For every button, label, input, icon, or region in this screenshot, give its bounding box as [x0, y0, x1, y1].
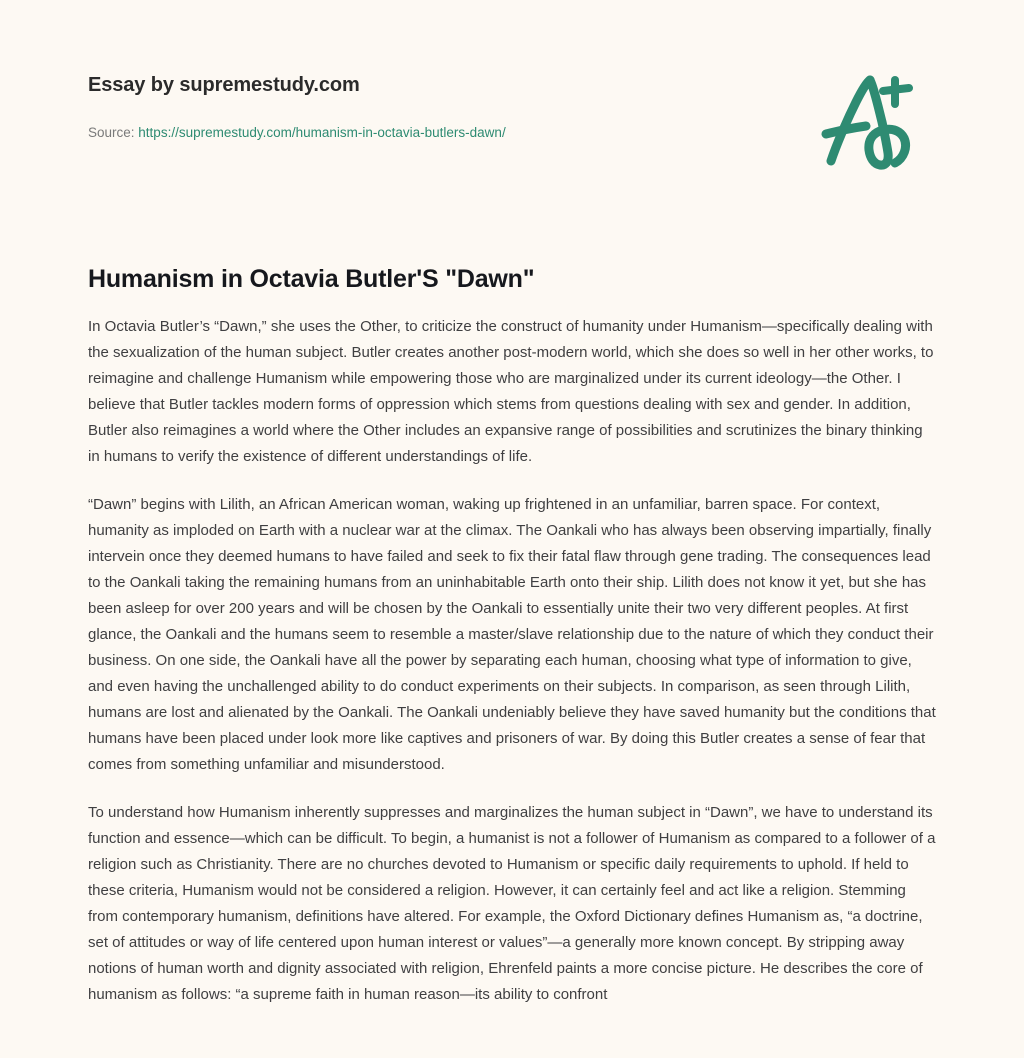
article-paragraph: To understand how Humanism inherently suppresses and marginalizes the human subject in “Dawn”, we have to understand its function and essence—which can be difficult. To begin, a humanist is not a follower of Humanism as compared to a follower of a religion such as Christianity. There are no churches devoted to Humanism or specific daily requirements to uphold. If held to these criteria, Humanism would not be considered a religion. However, it can certainly feel and act like a religion. Stemming from contemporary humanism, definitions have altered. For example, the Oxford Dictionary defines Humanism as, “a doctrine, set of attitudes or way of life centered upon human interest or values”—a generally more known concept. By stripping away notions of human worth and dignity associated with religion, Ehrenfeld paints a more concise picture. He describes the core of humanism as follows: “a supreme faith in human reason—its ability to confront — [88, 804, 936, 1003]
article-paragraph: In Octavia Butler’s “Dawn,” she uses the Other, to criticize the construct of humanity under Humanism—specifically dealing with the sexualization of the human subject. Butler creates another post-modern world, which she does so well in her other works, to reimagine and challenge Humanism while empowering those who are marginalized under its current ideology—the Other. I believe that Butler tackles modern forms of oppression which stems from questions dealing with sex and gender. In addition, Butler also reimagines a world where the Other includes an expansive range of possibilities and scrutinizes the binary thinking in humans to verify the existence of different understandings of life. — [88, 318, 934, 465]
source-label: Source: — [88, 125, 135, 140]
a-plus-logo-icon — [812, 64, 924, 172]
page-header — [0, 0, 1024, 200]
page-title: Humanism in Octavia Butler'S "Dawn" — [88, 264, 535, 293]
source-url-link[interactable]: https://supremestudy.com/humanism-in-octavia-butlers-dawn/ — [138, 125, 506, 140]
source-line — [88, 124, 506, 142]
byline: Essay by supremestudy.com — [88, 74, 360, 96]
article-body — [88, 314, 936, 1008]
brand-logo — [812, 64, 924, 172]
article-paragraph: “Dawn” begins with Lilith, an African American woman, waking up frightened in an unfamiliar, barren space. For context, humanity as imploded on Earth with a nuclear war at the climax. The Oankali who has always been observing impartially, finally intervein once they deemed humans to have failed and seek to fix their fatal flaw through gene trading. The consequences lead to the Oankali taking the remaining humans from an uninhabitable Earth onto their ship. Lilith does not know it yet, but she has been asleep for over 200 years and will be chosen by the Oankali to essentially unite their two very different peoples. At first glance, the Oankali and the humans seem to resemble a master/slave relationship due to the nature of which they conduct their business. On one side, the Oankali have all the power by separating each human, choosing what type of information to give, and even having the unchallenged ability to do conduct experiments on their subjects. In comparison, as seen through Lilith, humans are lost and alienated by the Oankali. The Oankali undeniably believe they have saved humanity but the conditions that humans have been placed under look more like captives and prisoners of war. By doing this Butler creates a sense of fear that comes from something unfamiliar and misunderstood. — [88, 496, 936, 773]
